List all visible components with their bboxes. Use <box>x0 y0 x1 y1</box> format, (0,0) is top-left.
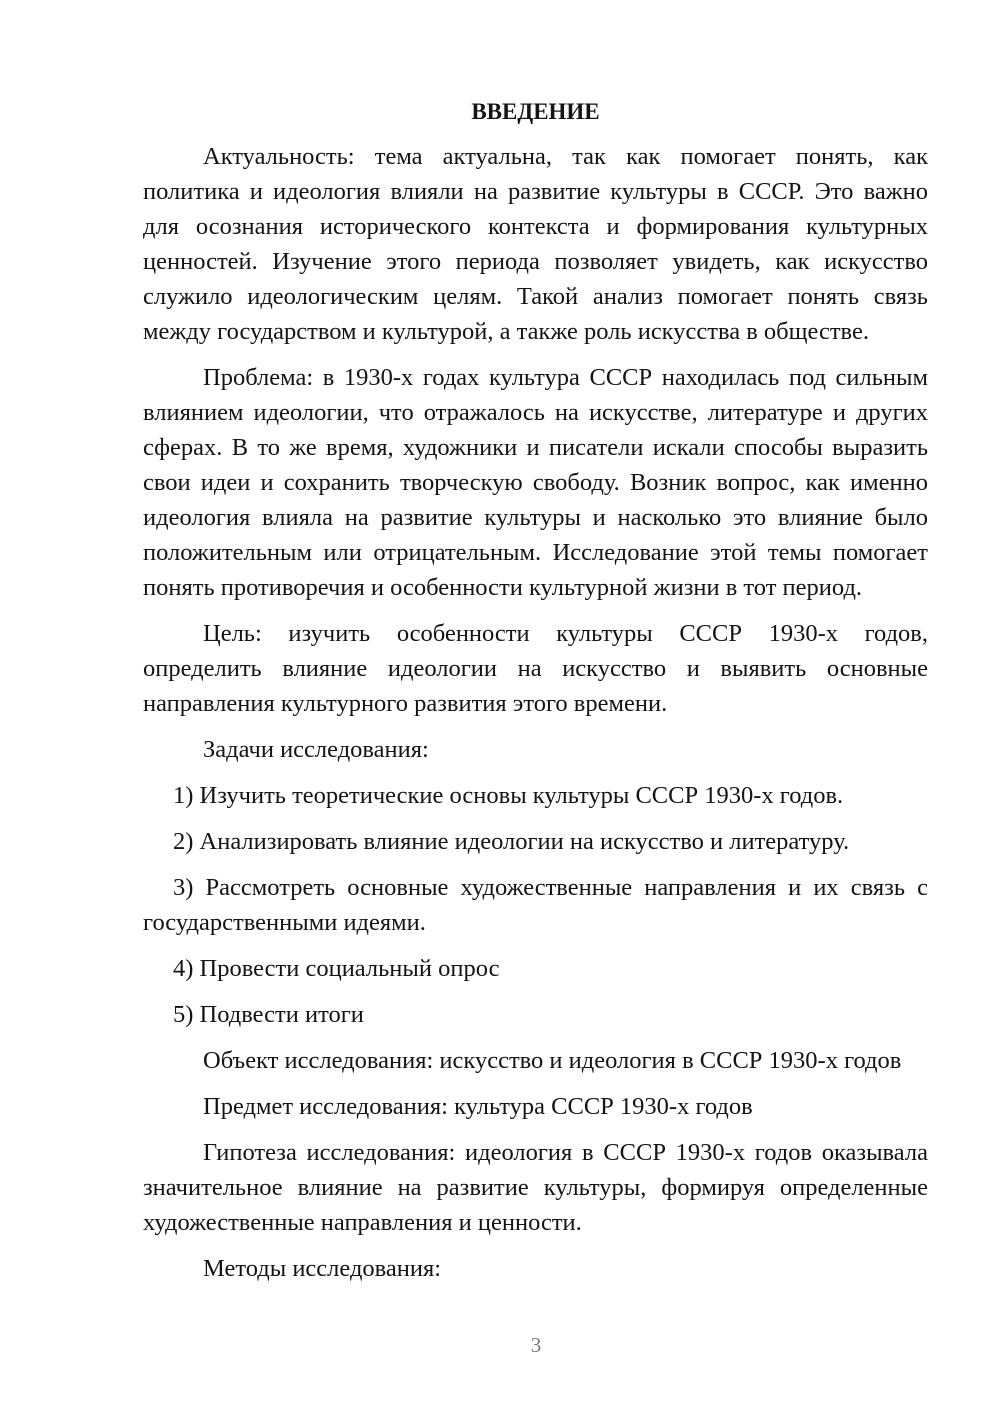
page-content <box>143 94 928 1297</box>
object-paragraph: Объект исследования: искусство и идеология в СССР 1930-х годов <box>203 1047 902 1074</box>
goal-paragraph: Цель: изучить особенности культуры СССР 1930-х годов, определить влияние идеологии на искусство и выявить основные направления культурного развития этого времени. <box>143 620 928 717</box>
page-number: 3 <box>530 1333 542 1357</box>
relevance-paragraph: Актуальность: тема актуальна, так как помогает понять, как политика и идеология влияли на развитие культуры в СССР. Это важно для осознания исторического контекста и формирования культурных ценностей. Изучение этого периода позволяет увидеть, как искусство служило идеологическим целям. Такой анализ помогает понять связь между государством и культурой, а также роль искусства в обществе. <box>143 143 928 345</box>
task-item-4: 4) Провести социальный опрос <box>173 955 500 982</box>
tasks-label: Задачи исследования: <box>203 736 429 763</box>
task-item-3: 3) Рассмотреть основные художественные направления и их связь с государственными идеями. <box>143 874 928 936</box>
methods-label: Методы исследования: <box>203 1255 442 1282</box>
task-item-2: 2) Анализировать влияние идеологии на искусство и литературу. <box>173 828 850 855</box>
subject-paragraph: Предмет исследования: культура СССР 1930-х годов <box>203 1093 753 1120</box>
task-item-5: 5) Подвести итоги <box>173 1001 364 1028</box>
problem-paragraph: Проблема: в 1930-х годах культура СССР находилась под сильным влиянием идеологии, что отражалось на искусстве, литературе и других сферах. В то же время, художники и писатели искали способы выразить свои идеи и сохранить творческую свободу. Возник вопрос, как именно идеология влияла на развитие культуры и насколько это влияние было положительным или отрицательным. Исследование этой темы помогает понять противоречия и особенности культурной жизни в тот период. <box>143 364 928 601</box>
hypothesis-paragraph: Гипотеза исследования: идеология в СССР 1930-х годов оказывала значительное влияние на развитие культуры, формируя определенные художественные направления и ценности. <box>143 1139 928 1236</box>
task-item-1: 1) Изучить теоретические основы культуры СССР 1930-х годов. <box>173 782 844 809</box>
section-heading: ВВЕДЕНИЕ <box>471 99 600 124</box>
